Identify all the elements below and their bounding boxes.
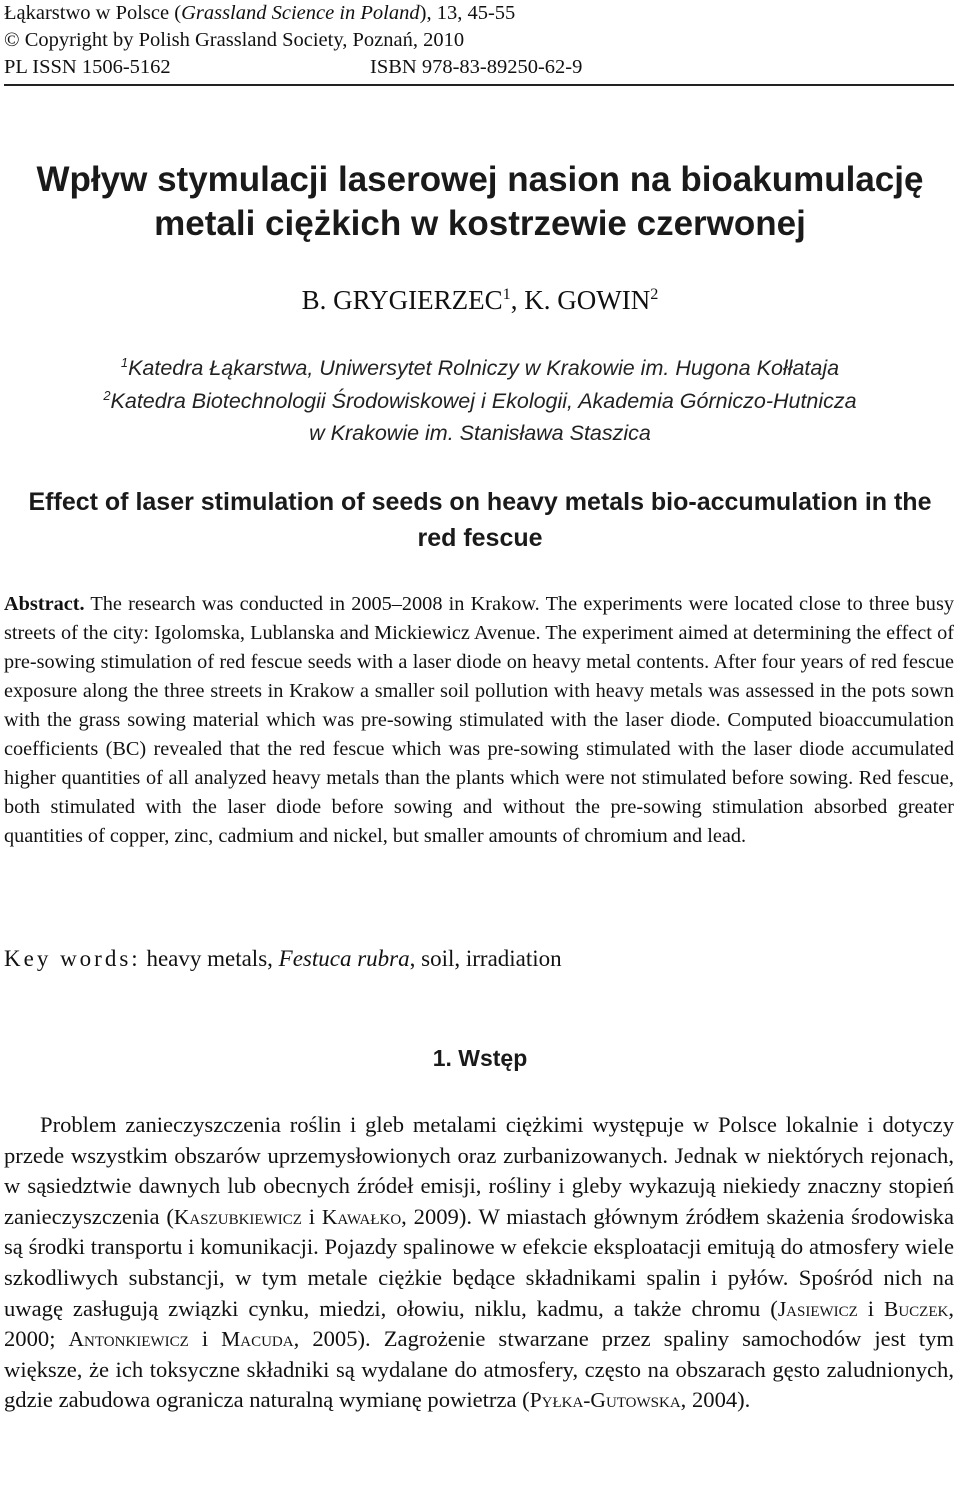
affiliation-1-text: Katedra Łąkarstwa, Uniwersytet Rolniczy w Krakowie im. Hugona Kołłataja [128, 356, 840, 380]
affiliation-2-text-cont: w Krakowie im. Stanisława Staszica [309, 421, 651, 445]
journal-name-english: Grassland Science in Poland [181, 2, 420, 24]
text-run: , 2005). Zagrożenie stwarzane przez spaliny samochodów jest tym większe, że ich toksyczne składniki są wydalane do atmosfery, często na obszarach gęsto zaludnionych, gdzie zabudowa ogranicza naturalną wymianę powietrza ( [4, 1326, 954, 1413]
journal-header [4, 0, 954, 81]
keyword-species: Festuca rubra [278, 946, 410, 971]
issn: PL ISSN 1506-5162 [4, 56, 171, 78]
keywords-label: Key words: [4, 946, 141, 971]
title-line-2: metali ciężkich w kostrzewie czerwonej [154, 204, 806, 243]
author-1-surname: RYGIERZEC [352, 285, 503, 315]
journal-citation [4, 0, 954, 27]
affiliation-2 [0, 385, 960, 418]
article-title-polish [0, 158, 960, 246]
isbn: ISBN 978-83-89250-62-9 [370, 56, 583, 78]
text-run: , 2004). [680, 1387, 751, 1413]
citation-author: Pyłka-Gutowska [529, 1388, 681, 1413]
author-1-initial: B. G [301, 285, 353, 315]
section-heading: 1. Wstęp [432, 1045, 528, 1071]
citation-author: Antonkiewicz [68, 1327, 189, 1352]
text-run: i [857, 1295, 885, 1321]
en-title-line-1: Effect of laser stimulation of seeds on heavy metals bio-accumulation in the [28, 488, 932, 516]
keywords-text: heavy metals, [140, 946, 279, 971]
affiliations [0, 352, 960, 450]
citation-author: Jasiewicz [777, 1296, 858, 1321]
authors [0, 284, 960, 316]
abstract-text: The research was conducted in 2005–2008 in Krakow. The experiments were located close to three busy streets of the city: Igolomska, Lublanska and Mickiewicz Avenue. The experiment aimed at determining the effect of pre-sowing stimulation of red fescue seeds with a laser diode on heavy metal contents. After four years of red fescue exposure along the three streets in Krakow a smaller soil pollution with heavy metals was assessed in the pots sown with the grass sowing material which was pre-sowing stimulated with the laser diode. Computed bioaccumulation coefficients (BC) revealed that the red fescue which was pre-sowing stimulated with the laser diode accumulated higher quantities of all analyzed heavy metals than the plants which were not stimulated before sowing. Red fescue, both stimulated with the laser diode before sowing and without the pre-sowing stimulation absorbed greater quantities of copper, zinc, cadmium and nickel, but smaller amounts of chromium and lead. [4, 593, 954, 847]
paragraph [4, 1110, 954, 1416]
journal-name: Łąkarstwo w Polsce ( [4, 2, 182, 24]
keywords [4, 944, 954, 974]
text-run: , 2000; [4, 1295, 954, 1352]
copyright-line: © Copyright by Polish Grassland Society, Poznań, 2010 [4, 29, 465, 51]
affiliation-1-mark: 1 [120, 354, 129, 370]
author-2-initial: , K. G [510, 285, 577, 315]
author-1-affil-mark: 1 [502, 285, 511, 303]
en-title-line-2: red fescue [417, 524, 543, 552]
journal-volume: ), 13, 45-55 [419, 2, 516, 24]
introduction-body [4, 1110, 954, 1416]
author-2-surname: OWIN [576, 285, 651, 315]
author-2-affil-mark: 2 [650, 285, 659, 303]
affiliation-2-mark: 2 [103, 387, 111, 403]
header-divider [4, 84, 954, 86]
affiliation-2-text: Katedra Biotechnologii Środowiskowej i Ekologii, Akademia Górniczo-Hutnicza [110, 388, 857, 413]
affiliation-1 [0, 352, 960, 385]
citation-author: Kawałko [321, 1204, 402, 1229]
abstract-label: Abstract. [4, 593, 85, 615]
abstract [4, 590, 954, 851]
title-line-1: Wpływ stymulacji laserowej nasion na bioakumulację [36, 160, 924, 199]
article-title-english [0, 484, 960, 556]
citation-author: Kaszubkiewicz [173, 1204, 302, 1229]
text-run: , 2009). W miastach głównym źródłem skażenia środowiska są środki transportu i komunikacji. Pojazdy spalinowe w efekcie eksploatacji emitują do atmosfery wiele szkodliwych substancji, w tym metale ciężkie będące składnikami spalin i pyłów. Spośród nich na uwagę zasługują związki cynku, miedzi, ołowiu, niklu, kadmu, a także chromu ( [4, 1203, 954, 1321]
keywords-text-end: , soil, irradiation [409, 946, 562, 971]
citation-author: Buczek [884, 1296, 949, 1321]
citation-author: Macuda [221, 1327, 294, 1352]
text-run: i [301, 1203, 322, 1229]
text-run: Problem zanieczyszczenia roślin i gleb metalami ciężkimi występuje w Polsce lokalnie i dotyczy przede wszystkim obszarów uprzemysłowionych oraz zurbanizowanych. Jednak w niektórych rejonach, w sąsiedztwie dawnych lub obecnych źródeł emisji, rośliny i gleby wykazują niekiedy znaczny stopień zanieczyszczenia ( [4, 1112, 954, 1229]
text-run: i [188, 1326, 222, 1352]
